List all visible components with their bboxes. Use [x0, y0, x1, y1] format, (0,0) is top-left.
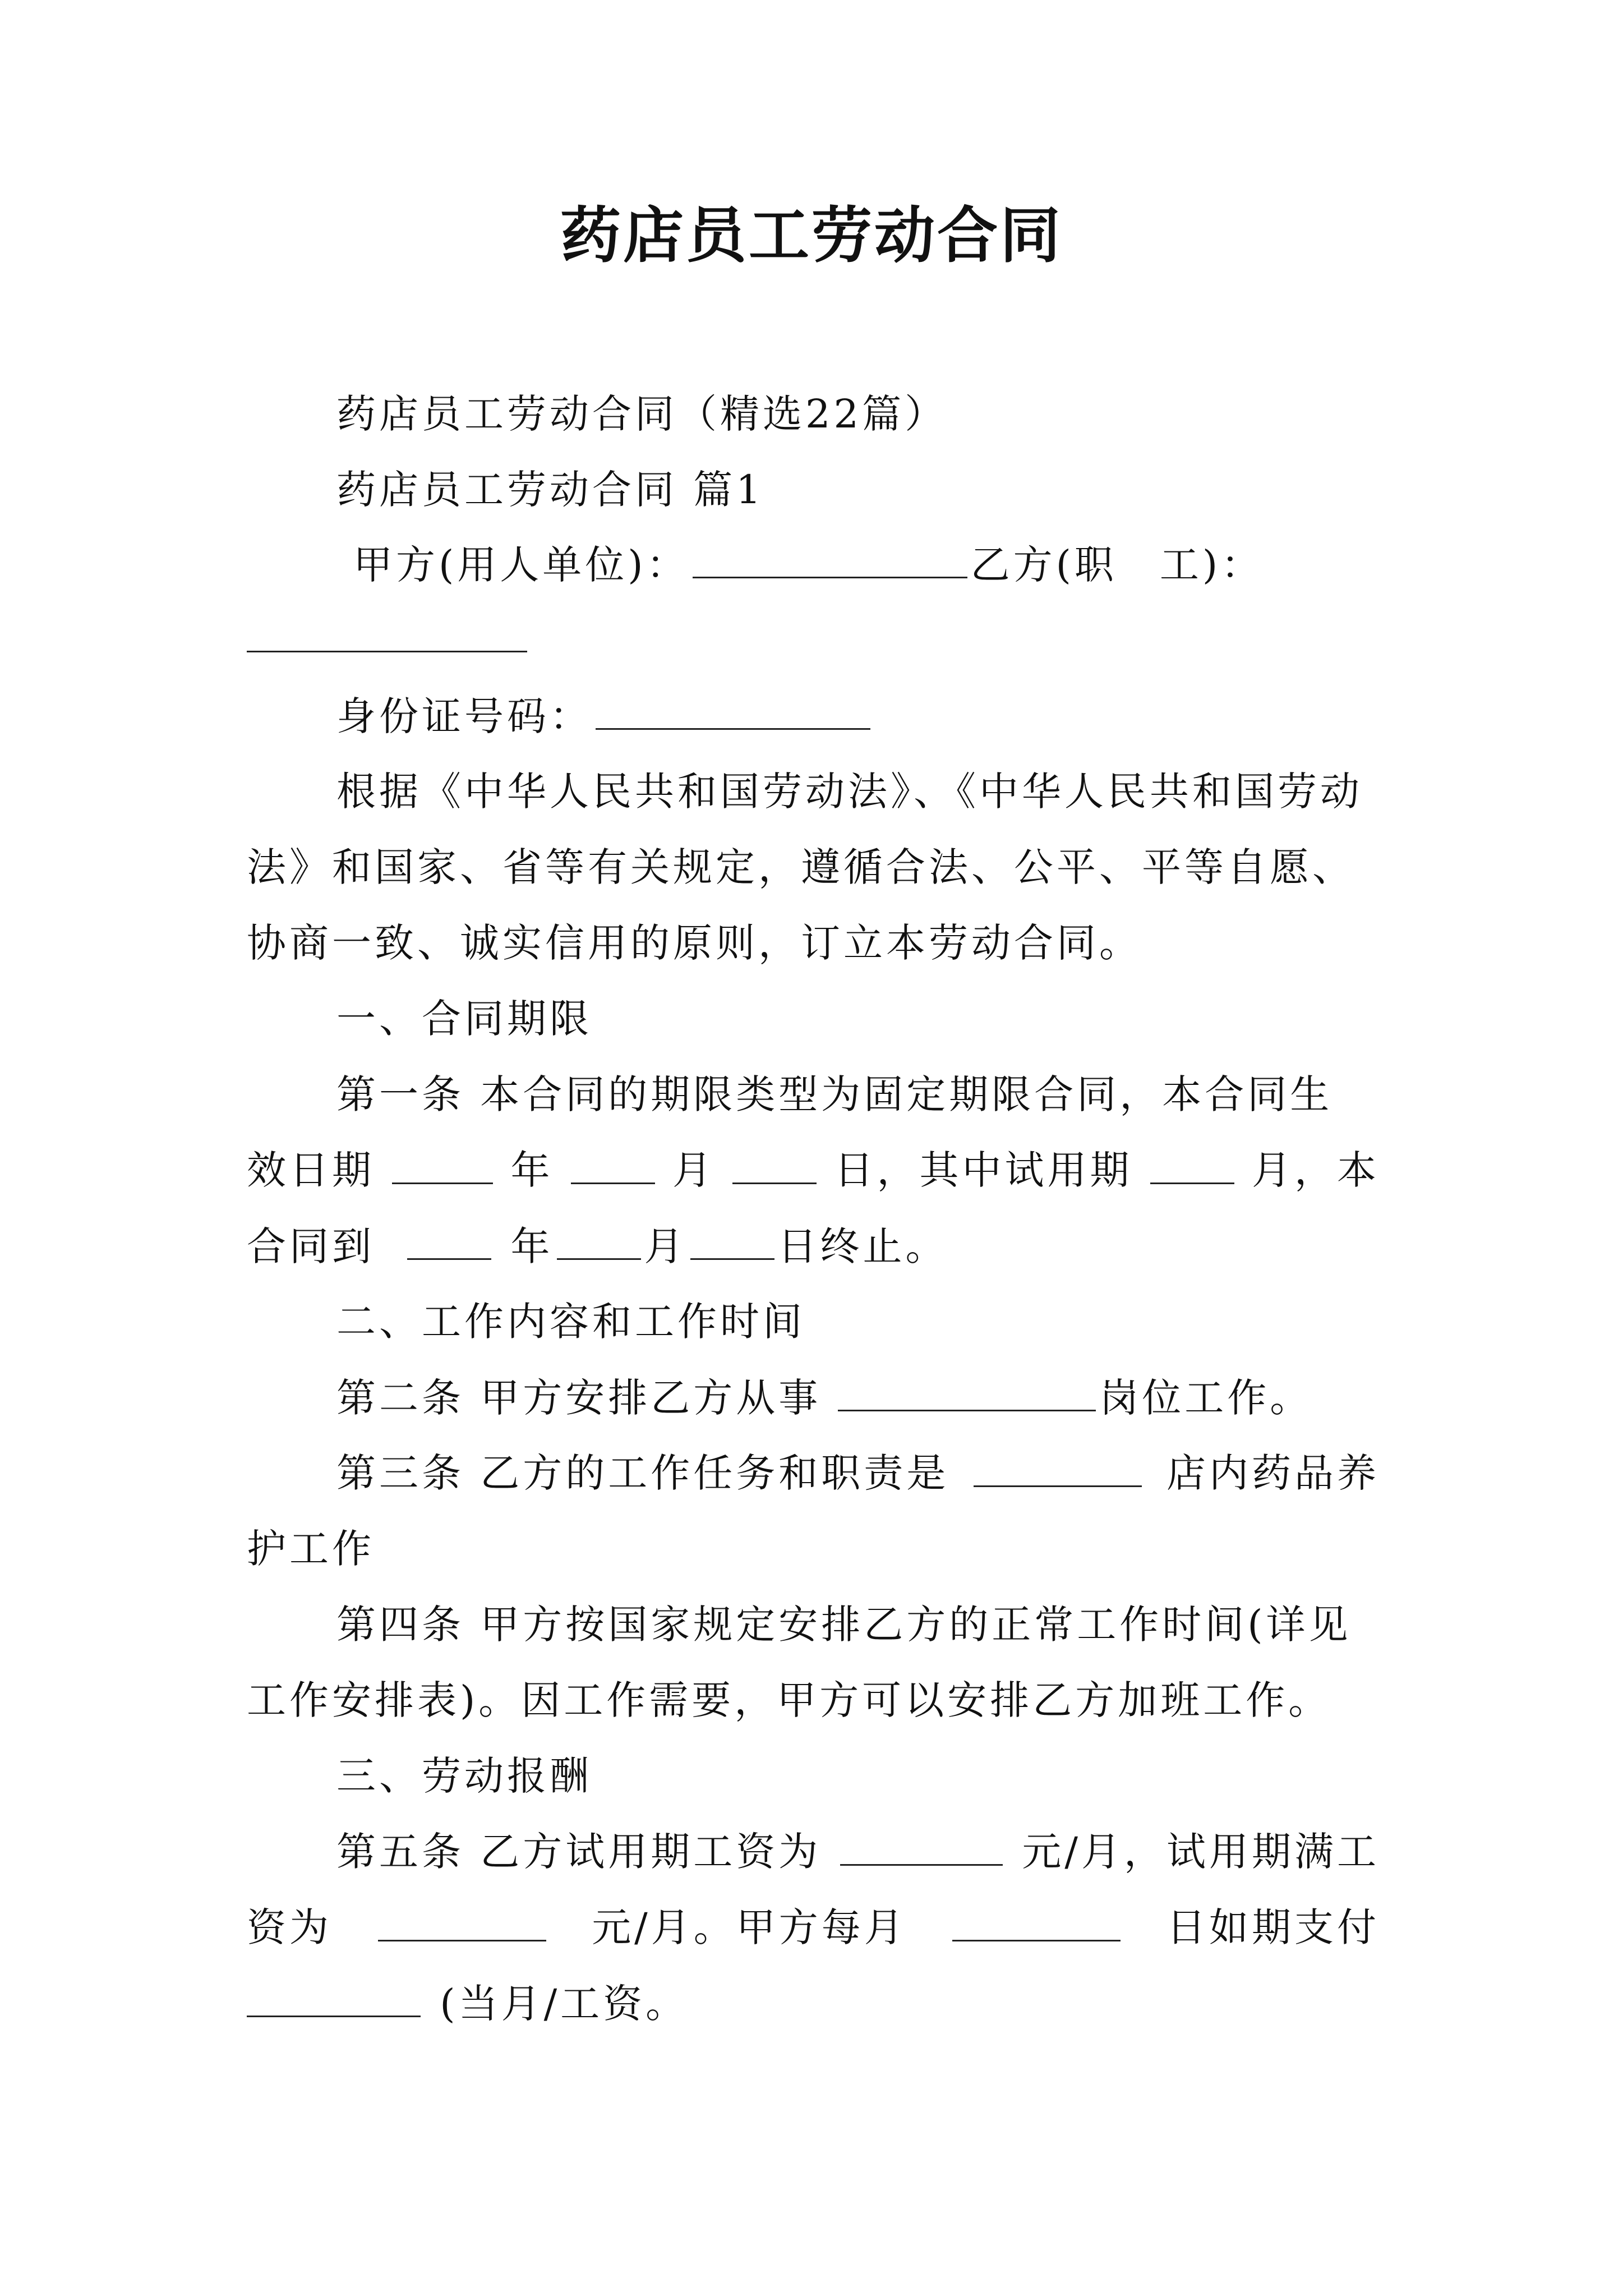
- position-blank: [838, 1370, 1096, 1411]
- id-number-blank: [596, 689, 870, 730]
- line-text: 月，本: [1252, 1147, 1380, 1193]
- party-b-blank-line: [247, 611, 531, 666]
- line-text: 资为: [247, 1904, 332, 1950]
- day-blank: [690, 1219, 774, 1260]
- paragraph-line: 护工作: [247, 1526, 375, 1572]
- date-line: [247, 1143, 1380, 1197]
- line-text: 元/月。甲方每月: [592, 1904, 907, 1950]
- line-text: 第二条 甲方安排乙方从事: [336, 1375, 822, 1421]
- salary-line: [247, 1901, 1380, 1954]
- duty-blank: [974, 1446, 1142, 1487]
- line-text: 店内药品养: [1166, 1450, 1380, 1496]
- paragraph-line: 协商一致、诚实信用的原则，订立本劳动合同。: [247, 920, 1142, 966]
- section-heading: 一、合同期限: [336, 996, 592, 1042]
- party-a-blank: [693, 537, 967, 578]
- document-title: 药店员工劳动合同: [560, 200, 1063, 271]
- section-heading: 三、劳动报酬: [336, 1753, 592, 1799]
- subtitle-line: 药店员工劳动合同（精选22篇）: [336, 391, 948, 437]
- probation-blank: [1150, 1143, 1234, 1184]
- pay-day-blank: [952, 1901, 1121, 1941]
- pay-method-line: [247, 1976, 688, 2031]
- day-blank: [732, 1143, 817, 1184]
- salary-line: [336, 1825, 1380, 1879]
- paragraph-line: 第一条 本合同的期限类型为固定期限合同，本合同生: [336, 1071, 1333, 1117]
- line-text: 年: [510, 1223, 554, 1269]
- line-text: 效日期: [247, 1147, 375, 1193]
- line-text: 日终止。: [777, 1223, 948, 1269]
- line-text: 合同到: [247, 1223, 375, 1269]
- month-blank: [557, 1219, 641, 1260]
- probation-salary-blank: [840, 1825, 1003, 1866]
- year-blank: [407, 1219, 491, 1260]
- line-text: 日如期支付: [1166, 1904, 1380, 1950]
- end-date-line: [247, 1219, 948, 1273]
- section-heading: 二、工作内容和工作时间: [336, 1299, 805, 1345]
- party-line: [353, 537, 1264, 592]
- duty-line: [336, 1446, 1380, 1500]
- line-text: 岗位工作。: [1099, 1375, 1313, 1421]
- year-blank: [392, 1143, 493, 1184]
- line-text: 月: [672, 1147, 715, 1193]
- id-number-line: [336, 689, 874, 743]
- line-text: 日，其中试用期: [834, 1147, 1133, 1193]
- line-text: 第五条 乙方试用期工资为: [336, 1829, 822, 1875]
- position-line: [336, 1370, 1312, 1425]
- paragraph-line: 法》和国家、省等有关规定，遵循合法、公平、平等自愿、: [247, 844, 1355, 890]
- section-heading: 药店员工劳动合同 篇1: [336, 467, 764, 513]
- line-text: 年: [510, 1147, 554, 1193]
- party-b-label: 乙方(职 工)：: [970, 542, 1264, 588]
- id-number-label: 身份证号码：: [336, 693, 592, 739]
- month-blank: [571, 1143, 655, 1184]
- party-a-label: 甲方(用人单位)：: [353, 542, 689, 588]
- paragraph-line: 根据《中华人民共和国劳动法》、《中华人民共和国劳动: [336, 769, 1363, 815]
- paragraph-line: 第四条 甲方按国家规定安排乙方的正常工作时间(详见: [336, 1602, 1352, 1648]
- line-text: 月: [644, 1223, 687, 1269]
- line-text: 第三条 乙方的工作任务和职责是: [336, 1450, 949, 1496]
- salary-blank: [378, 1901, 546, 1941]
- line-text: 元/月，试用期满工: [1022, 1829, 1380, 1875]
- party-b-blank: [247, 611, 527, 652]
- line-text: (当月/工资。: [440, 1981, 689, 2027]
- paragraph-line: 工作安排表)。因工作需要，甲方可以安排乙方加班工作。: [247, 1677, 1331, 1723]
- pay-method-blank: [247, 1976, 421, 2017]
